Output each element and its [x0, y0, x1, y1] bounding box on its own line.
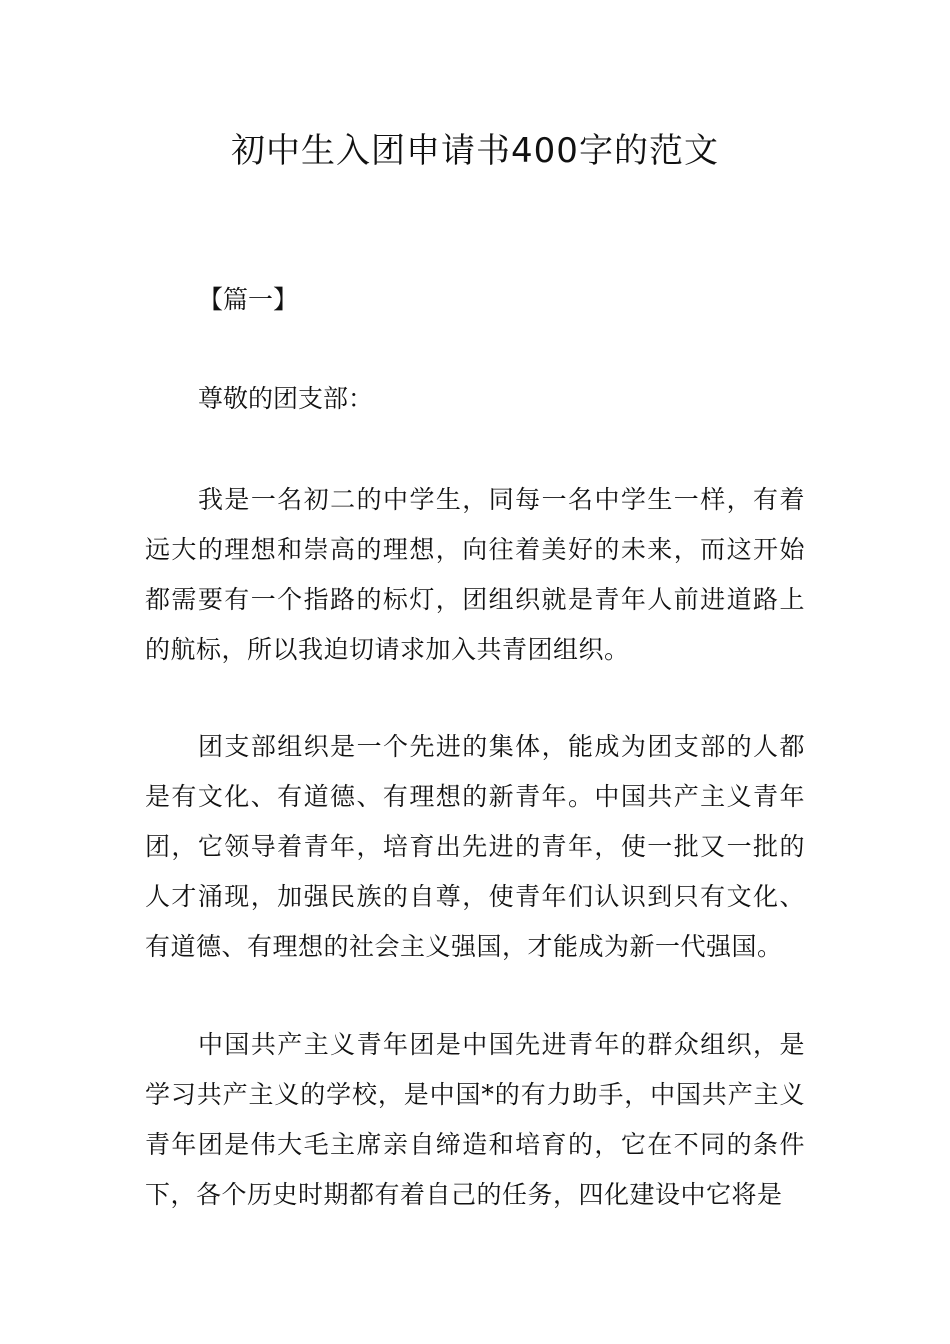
- paragraph-2: 团支部组织是一个先进的集体，能成为团支部的人都是有文化、有道德、有理想的新青年。中国共产主义青年团，它领导着青年，培育出先进的青年，使一批又一批的人才涌现，加强民族的自尊，使青年们认识到只有文化、有道德、有理想的社会主义强国，才能成为新一代强国。: [145, 732, 805, 961]
- salutation: 尊敬的团支部：: [198, 384, 374, 413]
- paragraph-3: 中国共产主义青年团是中国先进青年的群众组织，是学习共产主义的学校，是中国*的有力助手，中国共产主义青年团是伟大毛主席亲自缔造和培育的，它在不同的条件下，各个历史时期都有着自己的任务，四化建设中它将是: [145, 1030, 805, 1209]
- paragraph-1: 我是一名初二的中学生，同每一名中学生一样，有着远大的理想和崇高的理想，向往着美好的未来，而这开始都需要有一个指路的标灯，团组织就是青年人前进道路上的航标，所以我迫切请求加入共青团组织。: [145, 485, 805, 664]
- document-title: 初中生入团申请书400字的范文: [231, 131, 719, 171]
- section-heading: 【篇一】: [198, 285, 299, 314]
